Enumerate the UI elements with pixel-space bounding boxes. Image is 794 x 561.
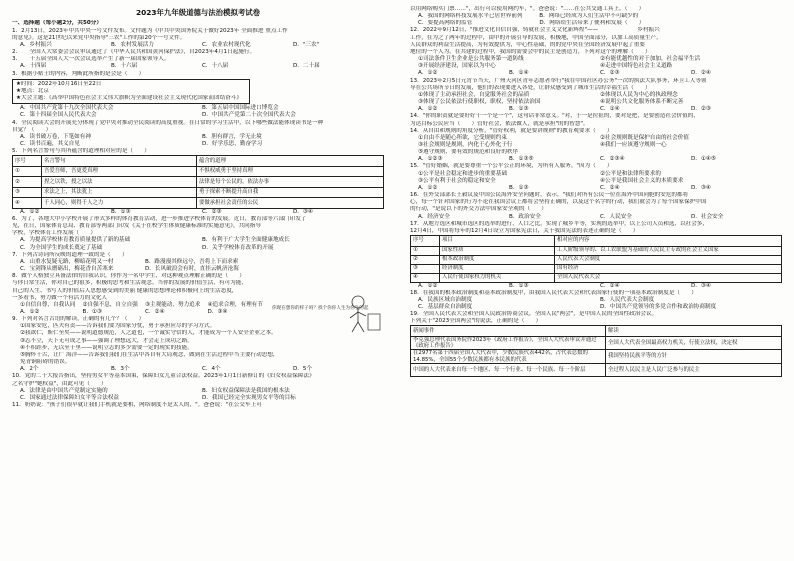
table-cell: 要做承担社会责任的公民: [197, 198, 384, 209]
option[interactable]: A．山重水复疑无路，柳暗花明又一村: [20, 258, 114, 265]
table-header-cell: 序号: [13, 156, 42, 167]
question-line: 人民群众的利益生活提高，为有效提供为，中心性基础，的的党中央在全国经济发展中起了重要: [410, 41, 645, 48]
cartoon-illustration: [294, 292, 384, 336]
option[interactable]: ①司法条件卫生企业是公共服务第一道防线: [418, 56, 524, 63]
option[interactable]: A．①②: [418, 282, 438, 289]
table-cell: 李克强总理代表国务院作2023年《政府工作报告》，全国人大代表审议并通过《政府工作报告》: [411, 336, 606, 349]
option[interactable]: C．为全国学生的成长奠定了基础: [20, 244, 103, 251]
option[interactable]: B．有利于广大学生全面健康地成长: [202, 237, 290, 244]
table-cell: 我国坚持民族平等的方针: [606, 350, 782, 363]
two-sessions-table: [410, 325, 782, 376]
option[interactable]: D．"三农": [293, 41, 320, 48]
question-line: 7．下列古诗词所反映的道理一致的是（ ）: [12, 251, 128, 258]
table-row: [411, 336, 782, 349]
q7-options: [12, 259, 270, 266]
q17-answer-options: [410, 283, 782, 290]
option[interactable]: D．关乎学校体育改革的开展: [202, 244, 274, 251]
option[interactable]: D．我国已经完全实现男女平等的目标: [202, 394, 296, 401]
table-cell: 全过程人民民主是人民广泛参与的民主: [606, 363, 782, 376]
table-header-cell: 解读: [606, 326, 782, 337]
q12-answer-options: [410, 70, 782, 77]
option[interactable]: D．③④: [691, 184, 711, 191]
q14-options: [410, 135, 782, 142]
question-line: 19．全国人民代表大会和全国人民政治协商会议，全国人民"两会"，是中国人民的全国性政治会议。: [410, 311, 658, 318]
question-line: 12月4日，中国将每年的12月4日设立为国家宪法日，关于我国宪法的表述正确的是（ ）: [410, 227, 639, 234]
question-line: 与你日常生活，你对自己的很多，积极的思考和生活观念。当你的发展的价值生活，有可为能，: [12, 280, 247, 287]
option[interactable]: D．中国共产党领导的多党合作和政治协商制度: [600, 303, 717, 310]
tip-box: [12, 79, 250, 104]
q18-options: [410, 304, 782, 311]
constitution-table: [410, 235, 782, 283]
table-cell: 工人阶级领导的、以工农联盟为基础的人民民主专政的社会主义国家: [555, 246, 782, 255]
question-line: 15．"管好婚姻，就是要尊重一个公平公正的环境，为所有人服务。"因为（ ）: [410, 163, 613, 170]
table-cell: 中国的人大代表来自每一个地区、每一个行业、每一个民族、每一个阶层: [411, 363, 606, 376]
option[interactable]: D．中国共产党第二十次全国代表大会: [202, 112, 296, 119]
option[interactable]: C．②③④: [600, 156, 625, 163]
option[interactable]: A．中国共产党第十九次全国代表大会: [20, 105, 114, 112]
option[interactable]: B．①④: [509, 70, 529, 77]
option[interactable]: A．①②: [418, 106, 438, 113]
question-line: ⑤胸怀千古，让广 海洋——告诉我们我们在生活中各自有大局观念，做到在生活过程中当主要行动思想，: [20, 351, 279, 358]
option[interactable]: A．十四届: [20, 63, 47, 70]
table-row: [411, 255, 782, 264]
option[interactable]: ③公平有利于社会的稳定和安全: [418, 177, 496, 184]
question-line: 免青铜阻碍的错误。: [20, 359, 71, 366]
table-row: [13, 187, 384, 198]
option[interactable]: ⑤遵守规则，要有效的规范和良好的秩序: [418, 149, 519, 156]
q2-options: [12, 63, 384, 70]
table-header-cell: 序号: [411, 236, 440, 247]
option[interactable]: B．十六届: [111, 63, 138, 70]
option[interactable]: B．胆有群言，学无止境: [202, 133, 262, 140]
table-cell: 全国人民代表大会: [555, 273, 782, 282]
table-cell: ①: [411, 246, 440, 255]
q15-answer-options: [410, 185, 782, 192]
question-line: 5．下列名言警句与其所蕴含的道理相对应的是（ ）: [12, 148, 150, 155]
option[interactable]: ④说明公共文化服务体系不断完善: [600, 99, 684, 106]
option[interactable]: C．4个: [202, 366, 221, 373]
table-cell: 捏之以铁，授之以法: [42, 177, 197, 188]
q18-options: [410, 297, 782, 304]
question-line: 2． 全国人大常委会会议审议通过了《中华人民共和国黄河保护法》，自2023年4月1日起施行。: [12, 49, 256, 56]
question-line: 16．在外交部部长王毅议及中国公民海外安全问题时，表示，"我们对所有公民一位在海外中国同胞的安危的都将: [410, 192, 689, 199]
table-row: [411, 273, 782, 282]
table-header-row: [411, 326, 782, 337]
option[interactable]: B．①③⑤: [509, 156, 534, 163]
table-cell: 经济制度: [440, 264, 555, 273]
q1-options: [12, 42, 384, 49]
question-line: 3．根据小贴士的内容，判断此所指的是会是（ ）: [12, 70, 145, 77]
quotes-table: [12, 155, 384, 209]
question-line: 为达目标公民应当（ ）管好社会，依法做人，就是承担"的的智慧"。: [410, 120, 589, 127]
tip-line: ★时间：2022年10月16日至22日: [16, 80, 102, 87]
table-header-row: [411, 236, 782, 247]
option[interactable]: ④追求合理，有理有节: [207, 301, 263, 308]
question-line: ④不积跬步，无以至千里——说明立志的多少需要一定的现实的技能。: [20, 344, 193, 351]
exam-title: 2023年九年级道德与法治模拟考试卷: [135, 8, 261, 17]
table-cell: 全国人大代表全国最高权力机关，行使立法权，决定权: [606, 336, 782, 349]
table-header-cell: 蕴含的道理: [197, 156, 384, 167]
option[interactable]: A．民族区域自治制度: [418, 296, 473, 303]
q4-options: [12, 134, 384, 141]
q4-options: [12, 141, 384, 148]
option[interactable]: C．人民安全: [600, 213, 632, 220]
question-line: 10．党的二十大报告指出，坚持男女平等基本国策，保障妇女儿童合法权益。2023年1月1日新修订的《妇女权益保障法》: [12, 373, 315, 380]
option[interactable]: B．路漫漫其修远兮，吾将上下而求索: [145, 258, 239, 265]
question-line: 见，在日，国家体育总局、教育部等两部门印发《关于在校学生体质健康标准的实施意见》，共同指导: [12, 223, 261, 230]
question-line: 导在公共场所节日的发展，他们的表现要进入各处，让群众感受到了城市生活的幸福生活（ ）: [410, 84, 651, 91]
option[interactable]: D．③④: [691, 282, 711, 289]
q16-options: [410, 214, 782, 221]
table-cell: ①: [13, 166, 42, 177]
question-line: 的意见》。这是21世纪以来党中央指导"三农"工作的第20个一号文件。: [12, 34, 186, 41]
table-cell: 法律是每个公民的，依法办事: [197, 177, 384, 188]
table-cell: ④: [411, 273, 440, 282]
option[interactable]: A．2个: [20, 366, 39, 373]
q7-options: [12, 266, 270, 273]
right-column: [410, 6, 782, 554]
table-cell: ②: [13, 177, 42, 188]
option[interactable]: ④走进中国特色社会主义道路: [600, 63, 673, 70]
option[interactable]: A．①②: [418, 184, 438, 191]
option[interactable]: D．5个: [293, 366, 313, 373]
question-line: 1．2月13日，2023年中共中央一号文件发布。文件题为《中共中央国务院关于做好2023年 全面推进 重点工作: [12, 27, 288, 34]
option[interactable]: A．①②: [20, 308, 40, 315]
option[interactable]: C．第十四届全国人民代表大会: [20, 112, 97, 119]
question-line: 以用网络购买门票……"，出行可以使用网约车，"。爸爸说："……在公共交通工具上，（ ）: [410, 6, 645, 12]
option[interactable]: D．好学乐思，勤奋学习: [202, 140, 263, 147]
table-row: [13, 177, 384, 188]
q13-answer-options: [410, 106, 782, 113]
q6-options: [12, 237, 384, 244]
q13-options: [410, 99, 782, 106]
table-row: [411, 264, 782, 273]
option[interactable]: C．宝剑锋从磨砺出，梅花香自苦寒来: [20, 266, 114, 273]
option[interactable]: ③体现了公民依法行使职权，职权，坚持依法治国: [418, 99, 541, 106]
question-line: 14．"你的职责就是要好好干一个是一个"，这句话非常意义。"对，于一是拉扯的，要对是把，是要创造社会价值的，: [410, 113, 699, 120]
question-line: 18．在我国的根本政治制度和基本政治制度中，由我国人民代表大会和代表国家行使的一项基本政治制度是（ ）: [410, 289, 697, 296]
option[interactable]: C．十八届: [202, 63, 229, 70]
q10-options: [12, 388, 384, 395]
table-cell: ②: [411, 255, 440, 264]
table-cell: 根本政治制度: [440, 255, 555, 264]
option[interactable]: C．②④: [600, 282, 620, 289]
left-column: [12, 6, 384, 554]
q8-options: [12, 302, 270, 309]
table-row: [411, 363, 782, 376]
option[interactable]: B．①③: [82, 308, 102, 315]
option[interactable]: ②自强不息，自立自强: [82, 301, 138, 308]
option[interactable]: A．①②: [418, 70, 438, 77]
cartoon-caption: 你现在想你的样子吗？找个你你人生为你生的起: [272, 306, 369, 311]
question-line: 11．奶奶说："孩子们很早就让我们手机就是要相，网络制度不是太人的，"。爸爸说："在公交车上可: [12, 402, 262, 408]
table-row: [13, 166, 384, 177]
table-cell: 求法之上，其法犹上: [42, 187, 197, 198]
option[interactable]: B．①③: [509, 282, 529, 289]
q12-options: [410, 63, 782, 70]
table-cell: ④: [13, 198, 42, 209]
q10-options: [12, 395, 384, 402]
option[interactable]: A．经济安全: [418, 213, 450, 220]
table-cell: 人民行使国家权力的机关: [440, 273, 555, 282]
option[interactable]: B．政治安全: [509, 213, 541, 220]
question-line: 17．从地方选区和城市选区的选举的进行，人口之比，实现了城乡平等，实现的选举中，以上公司人员和选，以社会多，: [410, 220, 708, 227]
question-line: ②我欲仁，斯仁至矣——说明道德规范，人之道也，一个诚实守信的人，才能成为一个人安全企业之本。: [20, 330, 277, 337]
table-header-cell: 新闻事件: [411, 326, 606, 337]
option[interactable]: ④我们一应该遵守规则一心: [600, 141, 667, 148]
question-line: 6．为了，各地大中小学校开展了形式多样的体育教育活动，进一步推进学校体育的发展。近日，教育部等六部门印发了: [12, 215, 307, 222]
question-line: 9．下列对名言古语的解读，正确的有几个？（ ）: [12, 316, 145, 323]
tip-line: ★大会主题：《高举中国特色社会主义伟大旗帜为全面建设社会主义现代化国家而团结奋斗》: [16, 95, 242, 102]
option[interactable]: D．②③: [691, 106, 711, 113]
option[interactable]: C．②③: [202, 208, 222, 215]
q3-options: [12, 112, 384, 119]
option[interactable]: B．农村发展活力: [111, 41, 154, 48]
table-cell: 国家性质: [440, 246, 555, 255]
option[interactable]: ①公平是社会稳定和进步的重要基础: [418, 170, 507, 177]
option[interactable]: C．农业农村现代化: [202, 41, 251, 48]
option[interactable]: ②体现以人民为中心的执政理念: [600, 91, 678, 98]
question-line: 12．2022年9月12日，"推进文化自信自强，铸就社会主义文化新辉煌"—— 乡村振兴: [410, 27, 660, 34]
option[interactable]: C．读书百遍，其义自见: [20, 140, 80, 147]
option[interactable]: ③主观能动，努力追求: [145, 301, 201, 308]
option[interactable]: C．②③: [600, 70, 620, 77]
option[interactable]: B．妇女权益保障法是我国的根本法: [202, 387, 290, 394]
option[interactable]: ③社会规则是规则，内化于心外化于行: [418, 141, 513, 148]
option[interactable]: D．③④: [293, 208, 313, 215]
option[interactable]: A．乡村振兴: [20, 41, 52, 48]
table-cell: ③: [13, 187, 42, 198]
table-cell: 吾爱吾师，吾更爱真理: [42, 166, 197, 177]
option[interactable]: B．人民代表大会制度: [600, 296, 655, 303]
question-line: A．我国的网络科技发展水平已居世界前列 B．网络已经成为人们生活中不可缺少的: [418, 13, 639, 20]
option[interactable]: D．长风破浪会有时，直挂云帆济沧海: [145, 266, 239, 273]
question-line: 学校，学校体育工作发展（ ）: [12, 230, 96, 237]
question-line: 8．做个人格独立具备法律的自我认识，你作为一名中学生，对这种观点理解正确的是（ ）: [12, 273, 245, 280]
q5-options: [12, 209, 384, 216]
question-line: ①国家安危，匹夫有责——告诉我们要为国家分忧，勇于承担应尽的学习方式。: [20, 323, 216, 330]
option[interactable]: B．①③: [509, 184, 529, 191]
q6-options: [12, 245, 384, 252]
q15-options: [410, 171, 782, 178]
q14-options: [410, 142, 782, 149]
table-row: [13, 198, 384, 209]
question-line: 4．全民阅读大会的开展充分体现了党中央对推动全民阅读的高度重视。在日常的学习生活中，以下哪些做法能体现读书是一种: [12, 119, 324, 126]
option[interactable]: B．①③: [509, 106, 529, 113]
table-header-cell: 相对应的内容: [555, 236, 782, 247]
option[interactable]: B．①③: [111, 208, 131, 215]
table-header-cell: 项目: [440, 236, 555, 247]
option[interactable]: ①自由不是随心所欲，它受规则约束: [418, 134, 507, 141]
option[interactable]: B．第五届中国国际进口博览会: [202, 105, 279, 112]
question-line: C．要提高网络的监管 D．网络给生活带来了便利和发展（ ）: [418, 20, 645, 27]
option[interactable]: ②有能优越性的对于加加，社会福平生活: [600, 56, 701, 63]
option[interactable]: C．②④: [145, 308, 165, 315]
option[interactable]: C．基层群众自治制度: [418, 303, 473, 310]
option[interactable]: ①体现了主动承担社会，自觉服务社会的品质: [418, 91, 530, 98]
q9-options: [12, 366, 384, 373]
q8-options: [12, 309, 270, 316]
section-heading: 一、选择题（每小题2分，共50分）: [12, 20, 102, 27]
question-line: 地位的一个人为，在共建的过程中，我国的需要会中的民主是创造力，下列对这个的理解（ ）: [410, 48, 651, 55]
option[interactable]: C．①④: [600, 106, 620, 113]
table-cell: 千人同心，则得千人之力: [42, 198, 197, 209]
option[interactable]: ②社会规则既是保护自由的社会价值: [600, 134, 689, 141]
table-row: [411, 350, 782, 363]
option[interactable]: D．①④⑤: [691, 156, 716, 163]
table-row: [411, 246, 782, 255]
question-line: 工作，在为之了两年的过程中，由中的开展引导的发展，积极地，中国全面部分，以加工高质量生产，: [410, 34, 662, 41]
tip-line: ★地点：北京: [16, 87, 49, 94]
table-header-cell: 名言警句: [42, 156, 197, 167]
option[interactable]: D．③④: [207, 308, 228, 315]
question-line: 13．2023年2月5日元宵节当天，广州天河区青年志愿者举行"我在中国社区办公务"一次的执法大队事务，环卫工人等领: [410, 77, 707, 84]
option[interactable]: C．国家通过法律保障妇女平等合法权益: [20, 394, 120, 401]
question-line: 3． 十五届全国人大一次会议选举产生了新一届国家领导人。: [12, 56, 170, 63]
question-line: 自觉？（ ）: [12, 126, 52, 133]
option[interactable]: ①自信自尊，自我认同: [20, 301, 76, 308]
option[interactable]: B．3个: [111, 366, 130, 373]
question-line: 一多看书，努力做一个有活力的文化人: [12, 294, 108, 301]
q14-answer-options: [410, 156, 782, 163]
option[interactable]: D．②④: [691, 70, 711, 77]
option[interactable]: A．①②③: [418, 156, 443, 163]
option[interactable]: ②公平是和法律所要求的: [600, 170, 661, 177]
question-line: 心，每一个针对国家的行为不论在我国会议上都将会坚持正确的，以及这个名字的行动，我们就会为了每个国家保护中国: [410, 199, 707, 206]
table-cell: 勇于探索不断提升高自我: [197, 187, 384, 198]
table-cell: 人民代表大会制度: [555, 255, 782, 264]
table-cell: 在2977名第十四届全国人大代表中，少数民族代表442名，占代表总数的14.85%，全国55个少数民族都有本民族的代表: [411, 350, 606, 363]
question-line: 的行动，"是说以下的外交方法中国家安全观的（ ）: [410, 206, 547, 213]
q15-options: [410, 178, 782, 185]
question-line: 14．从自由和规则的角度分析，"管好权利，就是要讲规则"的教育观要求（ ）: [410, 127, 613, 134]
option[interactable]: D．社会安全: [691, 213, 724, 220]
question-line: 自己的人生、书写人的价值后人思想感受到的美丽 健康的思想理论和积极向上的生活态度，: [12, 287, 238, 294]
question-line: 之名守护"她权益"，由此可见（ ）: [12, 380, 107, 387]
option[interactable]: D．二十届: [293, 63, 320, 70]
option[interactable]: A．①②: [20, 208, 40, 215]
table-header-row: [13, 156, 384, 167]
option[interactable]: A．读书破万卷，下笔如有神: [20, 133, 91, 140]
table-cell: 国有经济: [555, 264, 782, 273]
option[interactable]: ③开展经济建设，国家以为中心: [418, 63, 496, 70]
question-line: ③志不立，天下无可成之事——强调了理想远大，才会走上成功之路。: [20, 337, 193, 344]
table-cell: 不惧权威勇于坚持真理: [197, 166, 384, 177]
option[interactable]: A．法律是由中国共产党制定实施的: [20, 387, 108, 394]
q13-options: [410, 92, 782, 99]
option[interactable]: A．为提高学校体育教育质量提供了新的基础: [20, 237, 131, 244]
table-cell: ③: [411, 264, 440, 273]
option[interactable]: ④公平是我国社会主义的本质要求: [600, 177, 684, 184]
option[interactable]: C．②④: [600, 184, 620, 191]
question-line: 下列关于"2023全国两会"的说法，正确的是（ ）: [410, 318, 542, 325]
